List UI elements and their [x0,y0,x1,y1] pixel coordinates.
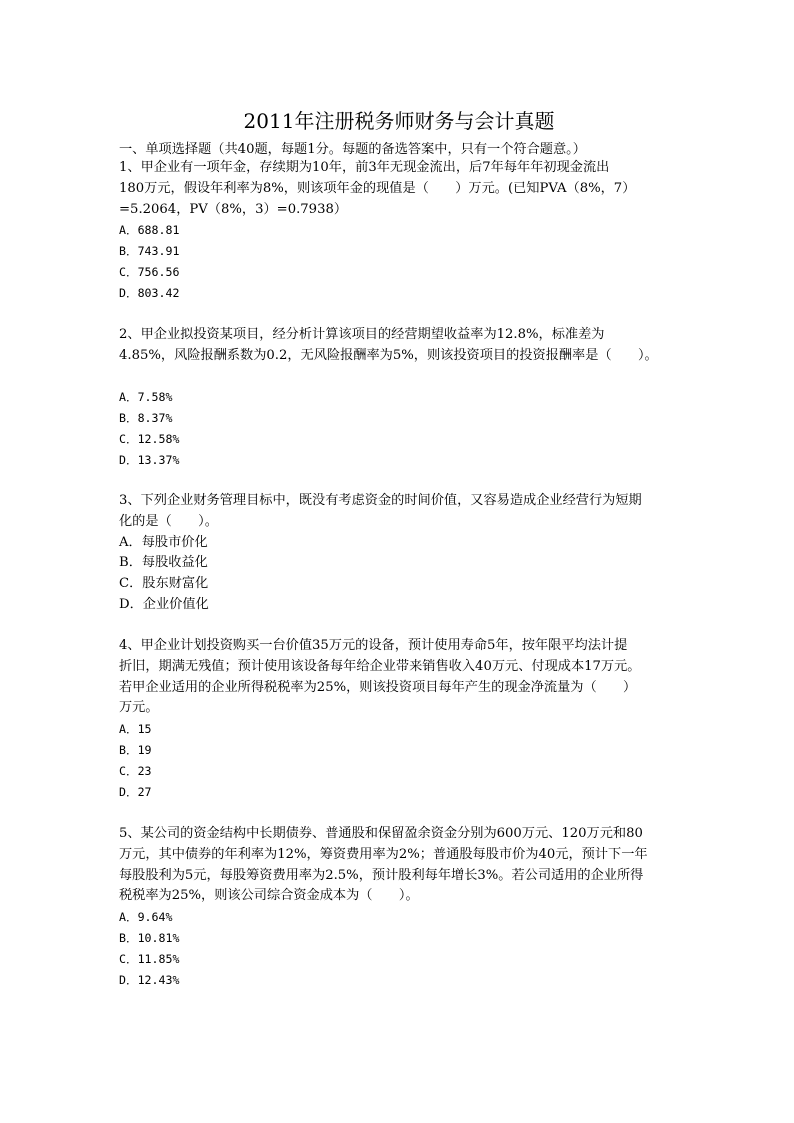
question-3-option-d: D．企业价值化 [119,596,209,612]
question-3 [119,491,679,616]
question-5-line-1: 5、某公司的资金结构中长期债券、普通股和保留盈余资金分别为600万元、120万元和80 [119,826,643,841]
question-4-line-4: 万元。 [119,700,159,716]
question-4-line-1: 4、甲企业计划投资购买一台价值35万元的设备，预计使用寿命5年，按年限平均法计提 [119,638,628,653]
question-5-option-a: A．9.64% [119,910,173,925]
question-3-line-1: 3、下列企业财务管理目标中，既没有考虑资金的时间价值，又容易造成企业经营行为短期 [119,493,642,508]
question-1-line-2: 180万元，假设年利率为8%，则该项年金的现值是（ ）万元。(已知PVA（8%，7） [119,180,636,196]
question-5-line-4: 税税率为25%，则该公司综合资金成本为（ ）。 [119,888,419,904]
question-4-option-d: D．27 [119,784,152,799]
question-2-option-d: D．13.37% [119,452,180,467]
question-4-option-b: B．19 [119,742,152,757]
question-4-option-c: C．23 [119,763,152,778]
question-5-line-3: 每股股利为5元，每股筹资费用率为2.5%，预计股利每年增长3%。若公司适用的企业所得 [119,867,644,883]
question-3-option-b: B．每股收益化 [119,555,208,571]
question-1-line-3: =5.2064，PV（8%，3）=0.7938） [119,201,348,217]
document-title: 2011年注册税务师财务与会计真题 [243,109,555,133]
question-5 [119,824,679,990]
question-3-line-2: 化的是（ ）。 [119,513,218,529]
question-2-line-1: 2、甲企业拟投资某项目，经分析计算该项目的经营期望收益率为12.8%，标准差为 [119,327,605,342]
question-2-option-c: C．12.58% [119,431,180,446]
question-4-line-2: 折旧，期满无残值；预计使用该设备每年给企业带来销售收入40万元、付现成本17万元。 [119,658,641,674]
question-1 [119,158,679,304]
question-4-line-3: 若甲企业适用的企业所得税税率为25%，则该投资项目每年产生的现金净流量为（ ） [119,679,637,695]
spacer [119,367,679,388]
question-5-option-c: C．11.85% [119,951,180,966]
question-2-option-b: B．8.37% [119,411,173,426]
question-1-option-a: A．688.81 [119,223,180,238]
question-4-option-a: A．15 [119,722,152,737]
question-5-option-b: B．10.81% [119,930,180,945]
question-2-option-a: A．7.58% [119,390,173,405]
question-1-option-d: D．803.42 [119,285,180,300]
question-1-line-1: 1、甲企业有一项年金，存续期为10年，前3年无现金流出，后7年每年年初现金流出 [119,160,610,175]
section-heading: 一、单项选择题（共40题，每题1分。每题的备选答案中，只有一个符合题意。） [119,142,586,157]
question-5-option-d: D．12.43% [119,972,180,987]
question-2 [119,325,679,471]
question-1-option-b: B．743.91 [119,244,180,259]
question-5-line-2: 万元，其中债券的年利率为12%，筹资费用率为2%；普通股每股市价为40元，预计下一年 [119,846,648,862]
question-2-line-2: 4.85%，风险报酬系数为0.2，无风险报酬率为5%，则该投资项目的投资报酬率是（ ）。 [119,347,658,363]
question-3-option-c: C．股东财富化 [119,576,209,592]
question-3-option-a: A．每股市价化 [119,534,208,550]
question-4 [119,636,679,802]
question-1-option-c: C．756.56 [119,264,180,279]
